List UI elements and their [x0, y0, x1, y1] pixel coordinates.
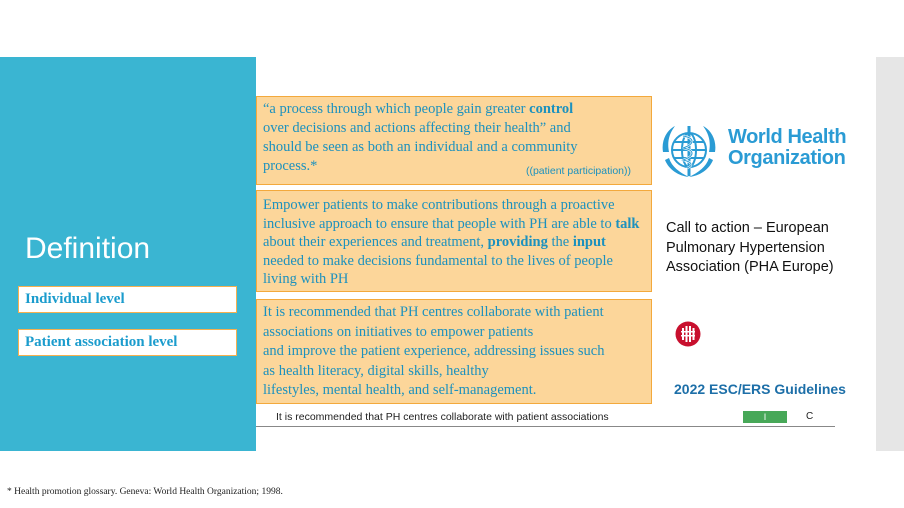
who-definition-quote — [256, 96, 652, 185]
pha-definition-quote — [256, 190, 652, 292]
esc-quote-line-5: lifestyles, mental health, and self-management. — [263, 382, 537, 398]
slide-title: Definition — [25, 232, 151, 265]
esc-heart-icon — [675, 321, 701, 347]
esc-quote-line-3: and improve the patient experience, addressing issues such — [263, 343, 605, 359]
who-emblem-icon — [657, 122, 721, 182]
who-quote-line-4: process.* — [263, 158, 318, 174]
who-quote-line-1 — [263, 100, 645, 119]
esc-quote-line-4: as health literacy, digital skills, healthy — [263, 362, 489, 379]
pha-text-1: Empower patients to make contributions through a proactive inclusive approach to ensure that people with PH are able to — [263, 197, 616, 232]
call-to-action-line-2: Pulmonary Hypertension — [666, 239, 825, 256]
who-wordmark — [728, 127, 846, 169]
right-strip — [876, 57, 904, 451]
who-quote-text: “a process through which people gain greater — [263, 101, 530, 117]
pha-text-3: the — [547, 234, 573, 250]
call-to-action-line-3: Association (PHA Europe) — [666, 259, 834, 275]
pha-text-4: needed to make decisions fundamental to the lives of people living with PH — [263, 252, 613, 287]
pha-bold-talk: talk — [615, 215, 640, 232]
recommendation-row — [256, 405, 835, 427]
footnote: * Health promotion glossary. Geneva: World Health Organization; 1998. — [7, 487, 283, 497]
individual-level-box: Individual level — [18, 286, 237, 313]
who-logo — [657, 122, 852, 182]
guidelines-label: 2022 ESC/ERS Guidelines — [674, 381, 846, 397]
pha-bold-providing: providing — [487, 234, 548, 250]
recommendation-text: It is recommended that PH centres collaborate with patient associations — [276, 411, 609, 423]
patient-association-level-box: Patient association level — [18, 329, 237, 356]
who-quote-line-2: over decisions and actions affecting their health” and — [263, 120, 571, 136]
pha-text-2: about their experiences and treatment, — [263, 234, 488, 250]
call-to-action-line-1: Call to action – European — [666, 220, 829, 236]
pha-bold-input: input — [572, 234, 606, 250]
who-wordmark-line-1: World Health — [728, 126, 847, 148]
recommendation-level: C — [806, 411, 814, 422]
esc-quote-line-2: associations on initiatives to empower patients — [263, 323, 534, 340]
call-to-action — [666, 219, 866, 278]
who-quote-reference: ((patient participation)) — [525, 165, 631, 177]
who-wordmark-line-2: Organization — [728, 147, 846, 169]
esc-quote-line-1: It is recommended that PH centres collaborate with patient — [263, 304, 604, 320]
esc-definition-quote — [256, 299, 652, 404]
who-quote-line-3: should be seen as both an individual and a community — [263, 139, 578, 155]
recommendation-class-badge: I — [743, 411, 787, 423]
who-quote-bold-control: control — [529, 101, 574, 117]
